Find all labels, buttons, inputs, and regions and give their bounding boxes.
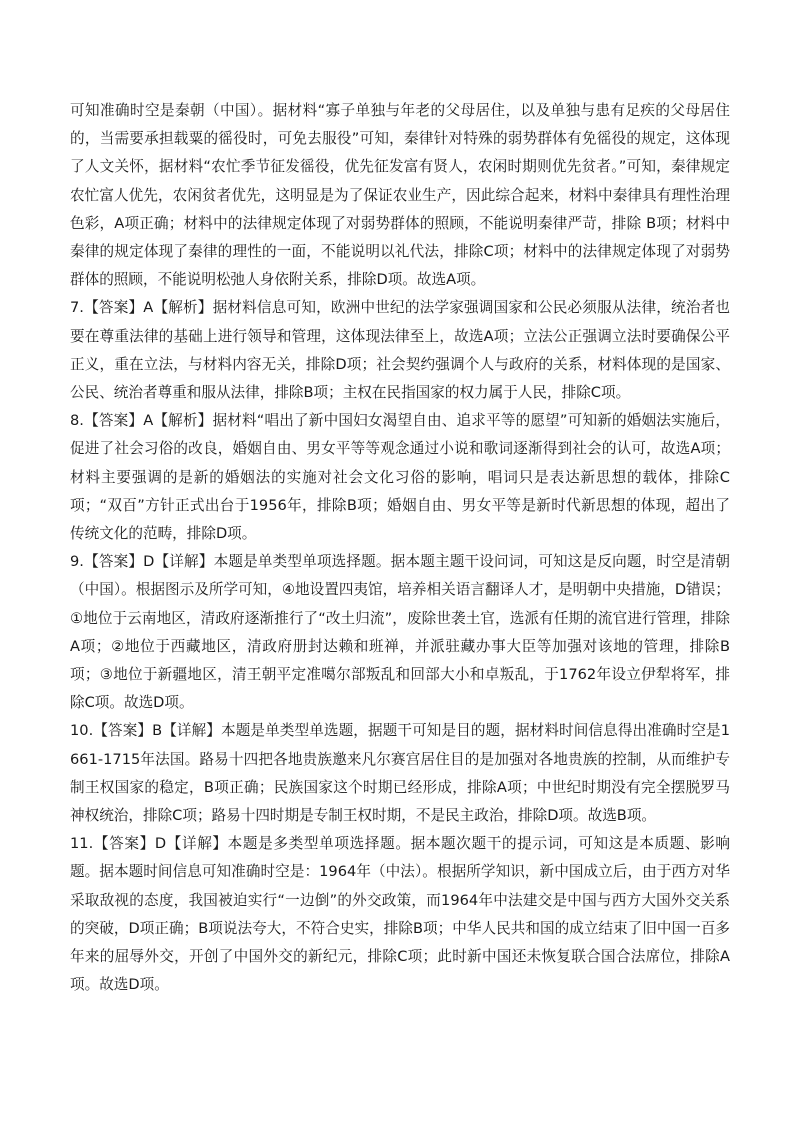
- paragraph-answer-7: 7.【答案】A【解析】据材料信息可知，欧洲中世纪的法学家强调国家和公民必须服从法律，统治者也要在尊重法律的基础上进行领导和管理，这体现法律至上，故选A项；立法公正强调立法时要确保公平正义，重在立法，与材料内容无关，排除D项；社会契约强调个人与政府的关系，材料体现的是国家、公民、统治者尊重和服从法律，排除B项；主权在民指国家的权力属于人民，排除C项。: [70, 299, 730, 402]
- paragraph-answer-11: 11.【答案】D【详解】本题是多类型单项选择题。据本题次题干的提示词，可知这是本质题、影响题。据本题时间信息可知准确时空是：1964年（中法）。根据所学知识，新中国成立后，由于西方对华采取敌视的态度，我国被迫实行“一边倒”的外交政策，而1964年中法建交是中国与西方大国外交关系的突破，D项正确；B项说法夸大，不符合史实，排除B项；中华人民共和国的成立结束了旧中国一百多年来的屈辱外交，开创了中国外交的新纪元，排除C项；此时新中国还未恢复联合国合法席位，排除A项。故选D项。: [70, 835, 730, 994]
- paragraph-answer-6-continued: 可知准确时空是秦朝（中国）。据材料“寡子单独与年老的父母居住，以及单独与患有足疾的父母居住的，当需要承担载粟的徭役时，可免去服役”可知，秦律针对特殊的弱势群体有免徭役的规定，这体现了人文关怀，据材料“农忙季节征发徭役，优先征发富有贤人，农闲时期则优先贫者。”可知，秦律规定农忙富人优先，农闲贫者优先，这明显是为了保证农业生产，因此综合起来，材料中秦律具有理性治理色彩，A项正确；材料中的法律规定体现了对弱势群体的照顾，不能说明秦律严苛，排除 B项；材料中秦律的规定体现了秦律的理性的一面，不能说明以礼代法，排除C项；材料中的法律规定体现了对弱势群体的照顾，不能说明松弛人身依附关系，排除D项。故选A项。: [70, 102, 730, 289]
- paragraph-answer-9: 9.【答案】D【详解】本题是单类型单项选择题。据本题主题干设问词，可知这是反向题，时空是清朝（中国）。根据图示及所学可知，④地设置四夷馆，培养相关语言翻译人才，是明朝中央措施，D错误；①地位于云南地区，清政府逐渐推行了“改土归流”，废除世袭土官，选派有任期的流官进行管理，排除A项；②地位于西藏地区，清政府册封达赖和班禅，并派驻藏办事大臣等加强对该地的管理，排除B项；③地位于新疆地区，清王朝平定准噶尔部叛乱和回部大小和卓叛乱，于1762年设立伊犁将军，排除C项。故选D项。: [70, 553, 730, 712]
- paragraph-answer-10: 10.【答案】B【详解】本题是单类型单选题，据题干可知是目的题，据材料时间信息得出准确时空是1661-1715年法国。路易十四把各地贵族邀来凡尔赛宫居住目的是加强对各地贵族的控制，从而维护专制王权国家的稳定，B项正确；民族国家这个时期已经形成，排除A项；中世纪时期没有完全摆脱罗马神权统治，排除C项；路易十四时期是专制王权时期，不是民主政治，排除D项。故选B项。: [70, 722, 730, 825]
- document-body: [70, 97, 730, 1000]
- paragraph-answer-8: 8.【答案】A【解析】据材料“唱出了新中国妇女渴望自由、追求平等的愿望”可知新的婚姻法实施后，促进了社会习俗的改良，婚姻自由、男女平等等观念通过小说和歌词逐渐得到社会的认可，故选A项；材料主要强调的是新的婚姻法的实施对社会文化习俗的影响，唱词只是表达新思想的载体，排除C项；“双百”方针正式出台于1956年，排除B项；婚姻自由、男女平等是新时代新思想的体现，超出了传统文化的范畴，排除D项。: [70, 412, 730, 543]
